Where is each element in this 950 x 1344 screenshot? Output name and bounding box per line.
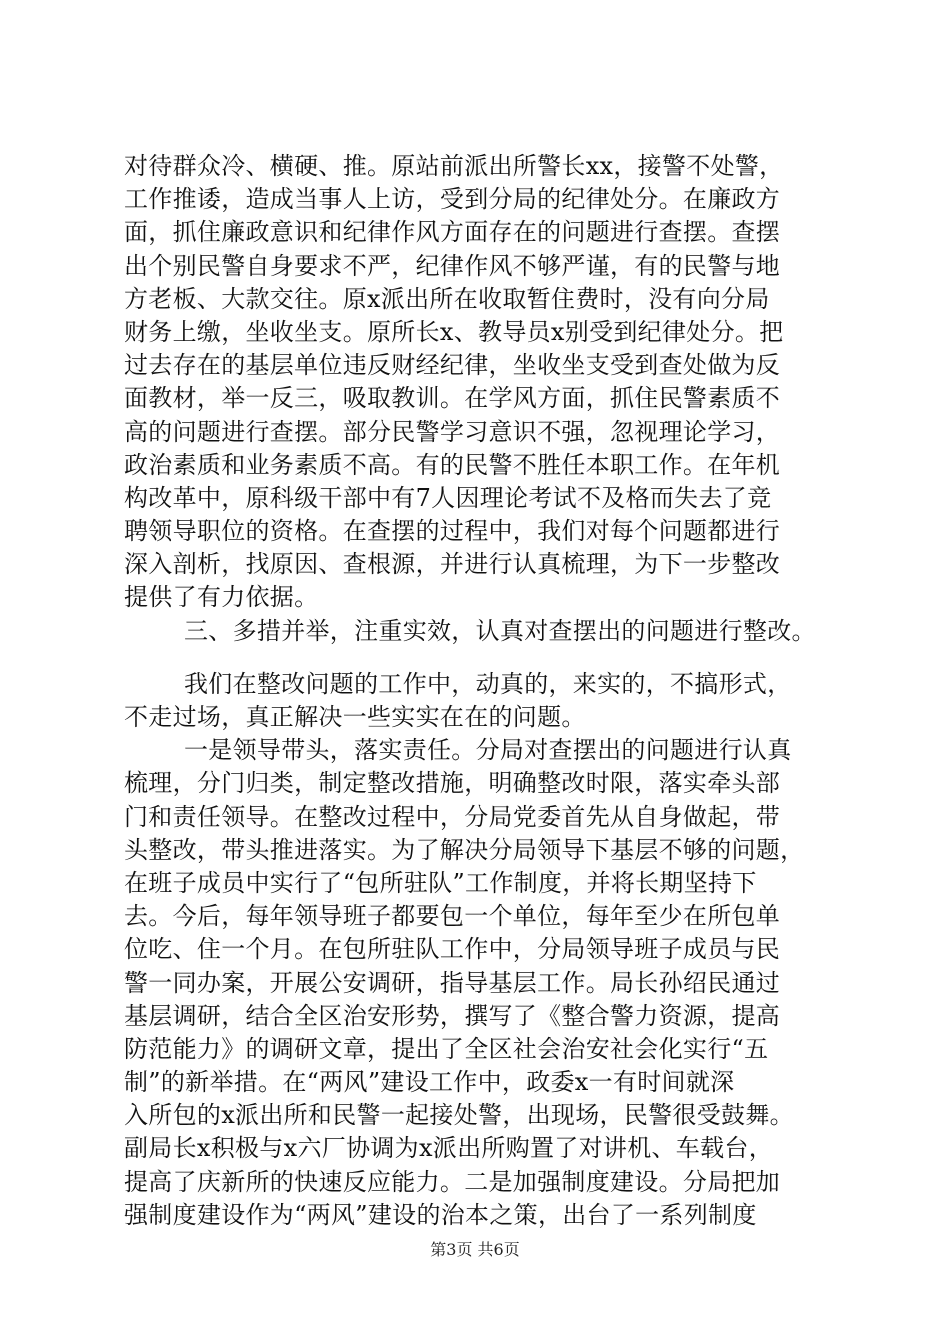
body-line: 出个别民警自身要求不严，纪律作风不够严谨，有的民警与地 bbox=[124, 251, 781, 280]
body-line: 高的问题进行查摆。部分民警学习意识不强，忽视理论学习， bbox=[124, 417, 781, 446]
body-line: 提供了有力依据。 bbox=[124, 583, 319, 612]
body-line: 防范能力》的调研文章，提出了全区社会治安社会化实行“五 bbox=[124, 1034, 769, 1063]
page-number-footer: 第3页 共6页 bbox=[430, 1240, 520, 1259]
body-line: 政治素质和业务素质不高。有的民警不胜任本职工作。在年机 bbox=[124, 450, 781, 479]
body-line: 我们在整改问题的工作中，动真的，来实的，不搞形式， bbox=[184, 669, 792, 698]
body-line: 财务上缴，坐收坐支。原所长x、教导员x别受到纪律处分。把 bbox=[124, 317, 784, 346]
body-line: 在班子成员中实行了“包所驻队”工作制度，并将长期坚持下 bbox=[124, 868, 757, 897]
section-heading: 三、多措并举，注重实效，认真对查摆出的问题进行整改。 bbox=[184, 616, 816, 645]
body-line: 过去存在的基层单位违反财经纪律，坐收坐支受到查处做为反 bbox=[124, 351, 781, 380]
body-line: 深入剖析，找原因、查根源，并进行认真梳理，为下一步整改 bbox=[124, 550, 781, 579]
body-line: 面教材，举一反三，吸取教训。在学风方面，抓住民警素质不 bbox=[124, 384, 781, 413]
body-line: 聘领导职位的资格。在查摆的过程中，我们对每个问题都进行 bbox=[124, 517, 781, 546]
body-line: 梳理，分门归类，制定整改措施，明确整改时限，落实牵头部 bbox=[124, 769, 781, 798]
body-line: 基层调研，结合全区治安形势，撰写了《整合警力资源，提高 bbox=[124, 1001, 781, 1030]
body-line: 门和责任领导。在整改过程中，分局党委首先从自身做起，带 bbox=[124, 802, 781, 831]
document-body bbox=[124, 150, 830, 1232]
body-line: 一是领导带头，落实责任。分局对查摆出的问题进行认真 bbox=[184, 736, 792, 765]
body-line: 制”的新举措。在“两风”建设工作中，政委x一有时间就深 bbox=[124, 1068, 735, 1097]
body-line: 副局长x积极与x六厂协调为x派出所购置了对讲机、车载台， bbox=[124, 1134, 774, 1163]
body-line: 不走过场，真正解决一些实实在在的问题。 bbox=[124, 703, 586, 731]
body-line: 方老板、大款交往。原x派出所在收取暂住费时，没有向分局 bbox=[124, 284, 770, 313]
body-line: 工作推诿，造成当事人上访，受到分局的纪律处分。在廉政方 bbox=[124, 185, 781, 214]
body-line: 警一同办案，开展公安调研，指导基层工作。局长孙绍民通过 bbox=[124, 968, 781, 997]
body-line: 对待群众冷、横硬、推。原站前派出所警长xx，接警不处警， bbox=[124, 152, 784, 180]
body-line: 强制度建设作为“两风”建设的治本之策，出台了一系列制度 bbox=[124, 1200, 757, 1229]
paragraph-gap bbox=[124, 648, 830, 668]
body-line: 去。今后，每年领导班子都要包一个单位，每年至少在所包单 bbox=[124, 902, 781, 931]
body-line: 提高了庆新所的快速反应能力。二是加强制度建设。分局把加 bbox=[124, 1167, 781, 1196]
body-line: 头整改，带头推进落实。为了解决分局领导下基层不够的问题， bbox=[124, 835, 805, 864]
body-line: 位吃、住一个月。在包所驻队工作中，分局领导班子成员与民 bbox=[124, 935, 781, 964]
body-line: 入所包的x派出所和民警一起接处警，出现场，民警很受鼓舞。 bbox=[124, 1101, 794, 1130]
body-line: 面，抓住廉政意识和纪律作风方面存在的问题进行查摆。查摆 bbox=[124, 218, 781, 247]
body-line: 构改革中，原科级干部中有7人因理论考试不及格而失去了竞 bbox=[124, 483, 772, 512]
